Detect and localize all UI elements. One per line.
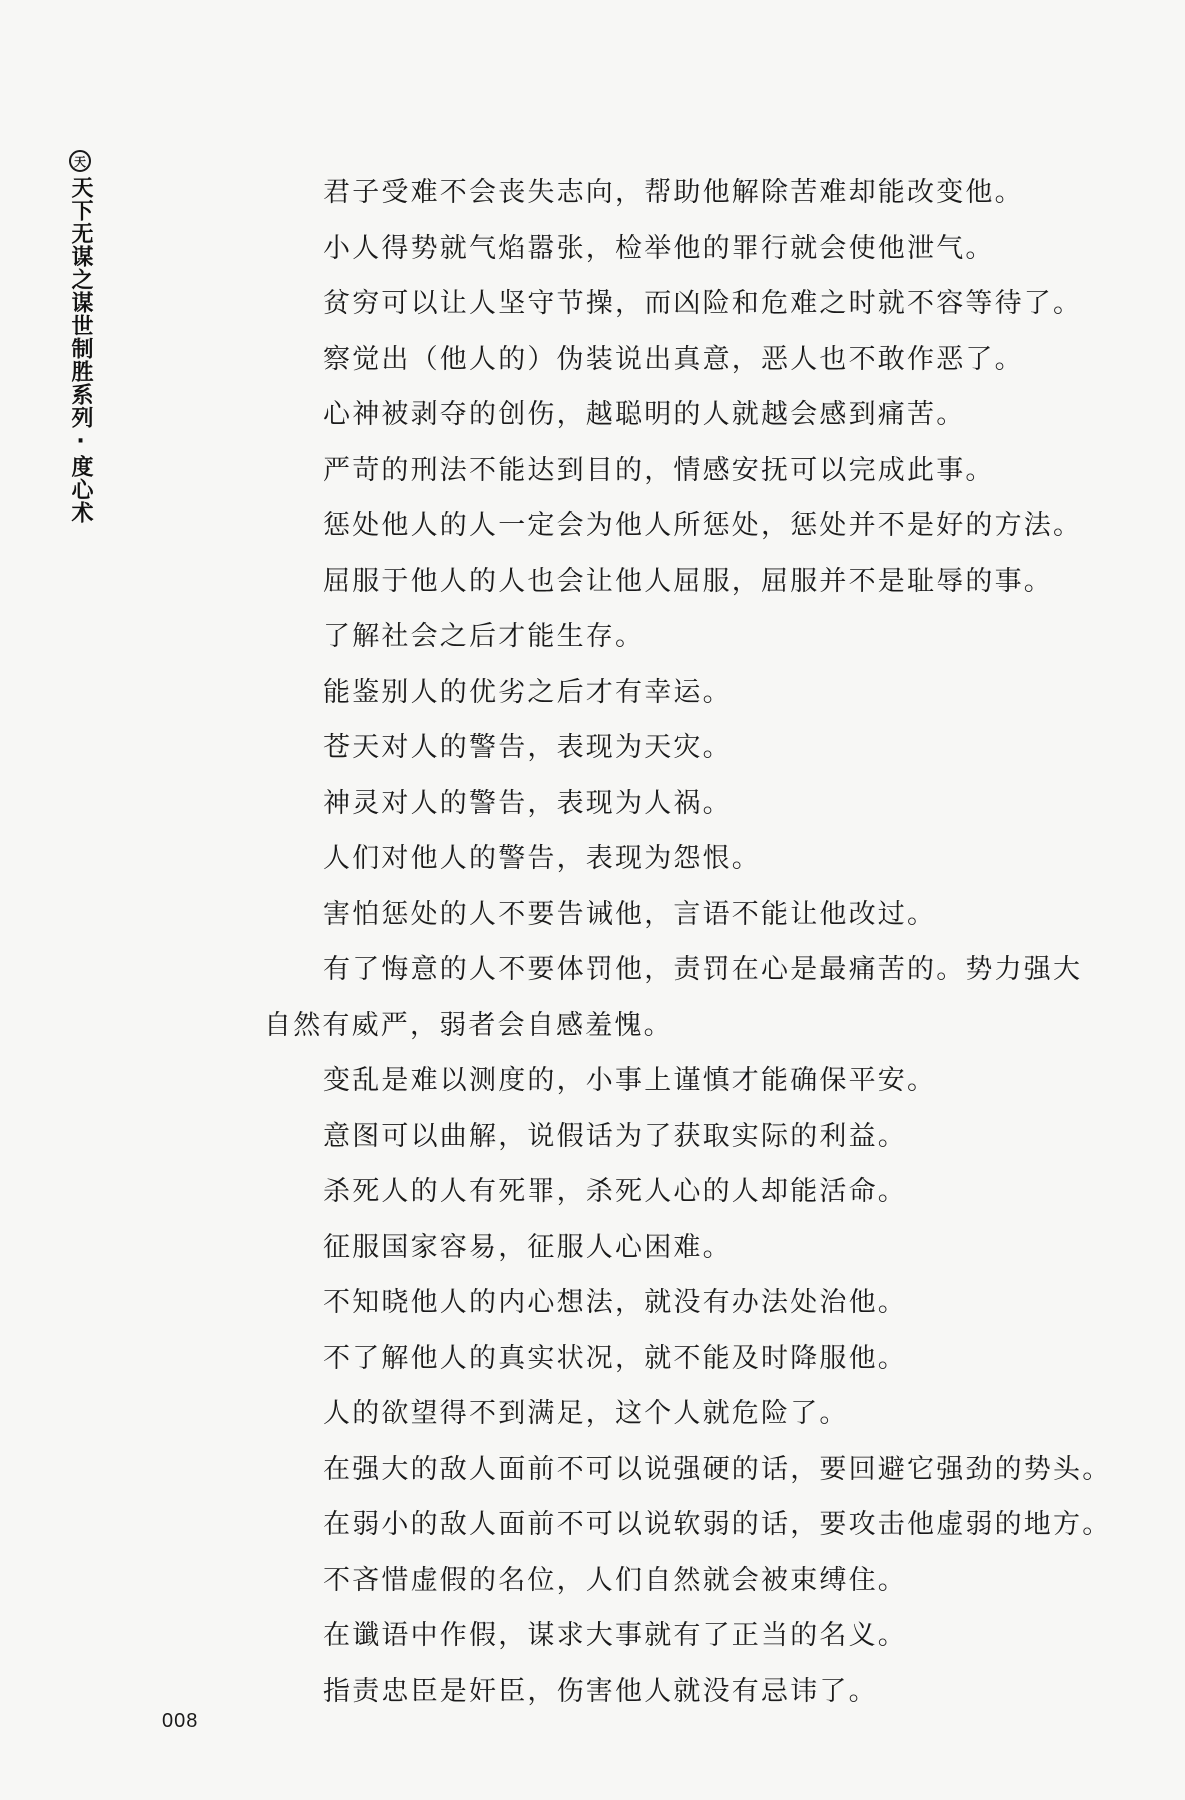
text-line: 屈服于他人的人也会让他人屈服，屈服并不是耻辱的事。 bbox=[323, 565, 1053, 597]
text-line: 不吝惜虚假的名位，人们自然就会被束缚住。 bbox=[323, 1564, 907, 1596]
text-line: 小人得势就气焰嚣张，检举他的罪行就会使他泄气。 bbox=[323, 232, 995, 264]
text-line: 人们对他人的警告，表现为怨恨。 bbox=[323, 843, 761, 874]
text-line: 心神被剥夺的创伤，越聪明的人就越会感到痛苦。 bbox=[323, 399, 966, 430]
text-line: 变乱是难以测度的，小事上谨慎才能确保平安。 bbox=[323, 1065, 937, 1096]
text-line: 了解社会之后才能生存。 bbox=[323, 621, 645, 652]
text-line: 害怕惩处的人不要告诫他，言语不能让他改过。 bbox=[323, 898, 937, 930]
text-line: 不知晓他人的内心想法，就没有办法处治他。 bbox=[323, 1287, 907, 1318]
text-line: 在强大的敌人面前不可以说强硬的话，要回避它强劲的势头。 bbox=[323, 1453, 1112, 1485]
text-line: 在弱小的敌人面前不可以说软弱的话，要攻击他虚弱的地方。 bbox=[323, 1509, 1112, 1540]
text-line: 杀死人的人有死罪，杀死人心的人却能活命。 bbox=[323, 1176, 907, 1207]
text-line: 指责忠臣是奸臣，伤害他人就没有忌讳了。 bbox=[323, 1675, 878, 1707]
text-line: 神灵对人的警告，表现为人祸。 bbox=[323, 787, 732, 819]
running-header bbox=[60, 150, 100, 524]
text-line: 贫穷可以让人坚守节操，而凶险和危难之时就不容等待了。 bbox=[323, 288, 1083, 319]
page-number: 008 bbox=[162, 1710, 199, 1732]
text-line: 惩处他人的人一定会为他人所惩处，惩处并不是好的方法。 bbox=[323, 510, 1083, 541]
body-text bbox=[264, 165, 1113, 1719]
text-line: 征服国家容易，征服人心困难。 bbox=[323, 1231, 732, 1263]
text-line: 不了解他人的真实状况，就不能及时降服他。 bbox=[323, 1342, 907, 1374]
text-line: 察觉出（他人的）伪装说出真意，恶人也不敢作恶了。 bbox=[323, 343, 1024, 375]
text-line: 能鉴别人的优劣之后才有幸运。 bbox=[323, 676, 732, 708]
text-line: 人的欲望得不到满足，这个人就危险了。 bbox=[323, 1398, 849, 1429]
text-line: 严苛的刑法不能达到目的，情感安抚可以完成此事。 bbox=[323, 454, 995, 486]
text-line: 苍天对人的警告，表现为天灾。 bbox=[323, 732, 732, 763]
text-line: 君子受难不会丧失志向，帮助他解除苦难却能改变他。 bbox=[323, 177, 1024, 208]
text-line: 意图可以曲解，说假话为了获取实际的利益。 bbox=[323, 1120, 907, 1152]
series-logo-icon: 天 bbox=[69, 150, 91, 172]
text-line: 在谶语中作假，谋求大事就有了正当的名义。 bbox=[323, 1620, 907, 1651]
text-paragraph: 有了悔意的人不要体罚他，责罚在心是最痛苦的。势力强大自然有威严，弱者会自感羞愧。 bbox=[264, 954, 1083, 1041]
series-title: 天下无谋之谋世制胜系列·度心术 bbox=[68, 176, 93, 524]
